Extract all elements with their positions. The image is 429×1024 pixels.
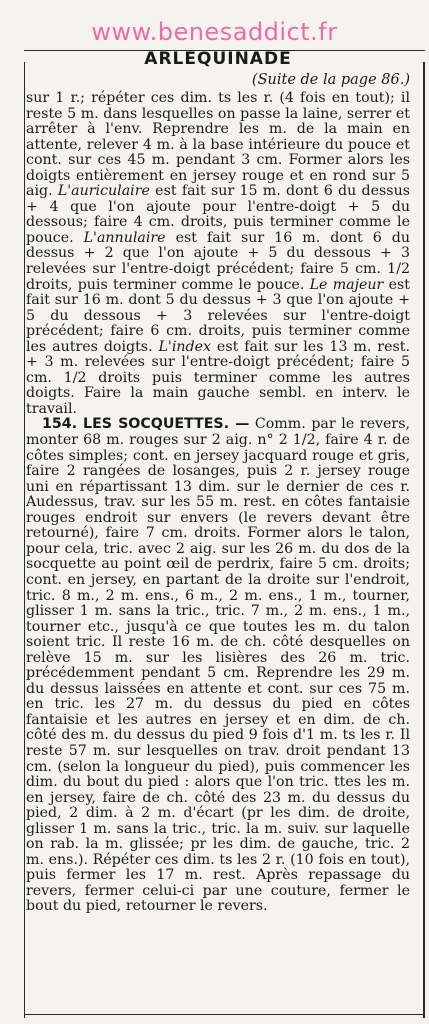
paragraph-socquettes [26,417,410,915]
frame-right-rule [423,62,425,1018]
article-column [26,48,410,915]
paragraph-arlequinade [26,91,410,417]
finger-name-italic: Le majeur [309,276,384,293]
text-run: est fait sur les 13 m. rest. + 3 m. relevées sur l'entre-doigt précédent; faire 5 cm. 1/2 droits puis terminer comme les autres doigts. Faire la main gauche sembl. en interv. le travail. [26,338,410,417]
article-title: ARLEQUINADE [144,49,292,69]
finger-name-italic: L'annulaire [83,229,166,246]
frame-bottom-rule [24,1014,424,1015]
text-run: est fait sur 16 m. dont 6 du dessus + 2 que l'on ajoute + 5 du dessous + 3 relevées sur l'entre-doigt précédent; faire 5 cm. 1/2 droits, puis terminer comme le pouce. [26,229,410,293]
finger-name-italic: L'index [158,338,211,355]
finger-name-italic: L'auriculaire [57,183,150,200]
continuation-note: (Suite de la page 86.) [251,72,410,88]
text-run: sur 1 r.; répéter ces dim. ts les r. (4 fois en tout); il reste 5 m. dans lesquelles on passe la laine, serrer et arrêter à l'env. Reprendre les m. de la main en attente, relever 4 m. à la base intérieure du pouce et cont. sur ces 45 m. pendant 3 cm. Former alors les doigts entièrement en jersey rouge et en rond sur 5 aig. [26,90,410,200]
watermark-text: www.benesaddict.fr [91,18,338,46]
text-run: est fait sur 16 m. dont 5 du dessus + 3 que l'on ajoute + 5 du dessous + 3 relevées sur l'entre-doigt précédent; faire 6 cm. droits, puis terminer comme les autres doigts. [26,276,410,355]
text-run: est fait sur 15 m. dont 6 du dessus + 4 que l'on ajoute pour l'entre-doigt + 5 du dessous; faire 4 cm. droits, puis terminer comme le pouce. [26,183,410,246]
article-body [26,91,410,915]
frame-left-rule [24,62,25,1018]
section-title-socquettes: 154. LES SOCQUETTES. — [42,416,250,433]
socquettes-text: Comm. par le revers, monter 68 m. rouges sur 2 aig. n° 2 1/2, faire 4 r. de côtes simples; cont. en jersey jacquard rouge et gris, faire 2 rangées de losanges, puis 2 r. jersey rouge uni en répartissant 13 dim. sur le dernier de ces r. Audessus, trav. sur les 55 m. rest. en côtes fantaisie rouges endroit sur envers (le revers devant être retourné), faire 7 cm. droits. Former alors le talon, pour cela, tric. avec 2 aig. sur les 26 m. du dos de la socquette au point œil de perdrix, faire 5 cm. droits; cont. en jersey, en partant de la droite sur l'endroit, tric. 8 m., 2 m. ens., 6 m., 2 m. ens., 1 m., tourner, glisser 1 m. sans la tric., tric. 7 m., 2 m. ens., 1 m., tourner etc., jusqu'à ce que toutes les m. du talon soient tric. Il reste 16 m. de ch. côté desquelles on relève 15 m. sur les lisières des 26 m. tric. précédemment pendant 5 cm. Reprendre les 29 m. du dessus laissées en attente et cont. sur ces 75 m. en tric. les 27 m. du dessus du pied en côtes fantaisie et les autres en jersey et en dim. de ch. côté des m. du dessus du pied 9 fois d'1 m. ts les r. Il reste 57 m. sur lesquelles on trav. droit pendant 13 cm. (selon la longueur du pied), puis commencer les dim. du bout du pied : alors que l'on tric. ttes les m. en jersey, faire de ch. côté des 23 m. du dessus du pied, 2 dim. à 2 m. d'écart (pr les dim. de droite, glisser 1 m. sans la tric., tric. la m. suiv. sur laquelle on rab. la m. glissée; pr les dim. de gauche, tric. 2 m. ens.). Répéter ces dim. ts les 2 r. (10 fois en tout), puis fermer les 17 m. rest. Après repassage du revers, fermer celui-ci par une couture, fermer le bout du pied, retourner le revers. [26,416,411,915]
